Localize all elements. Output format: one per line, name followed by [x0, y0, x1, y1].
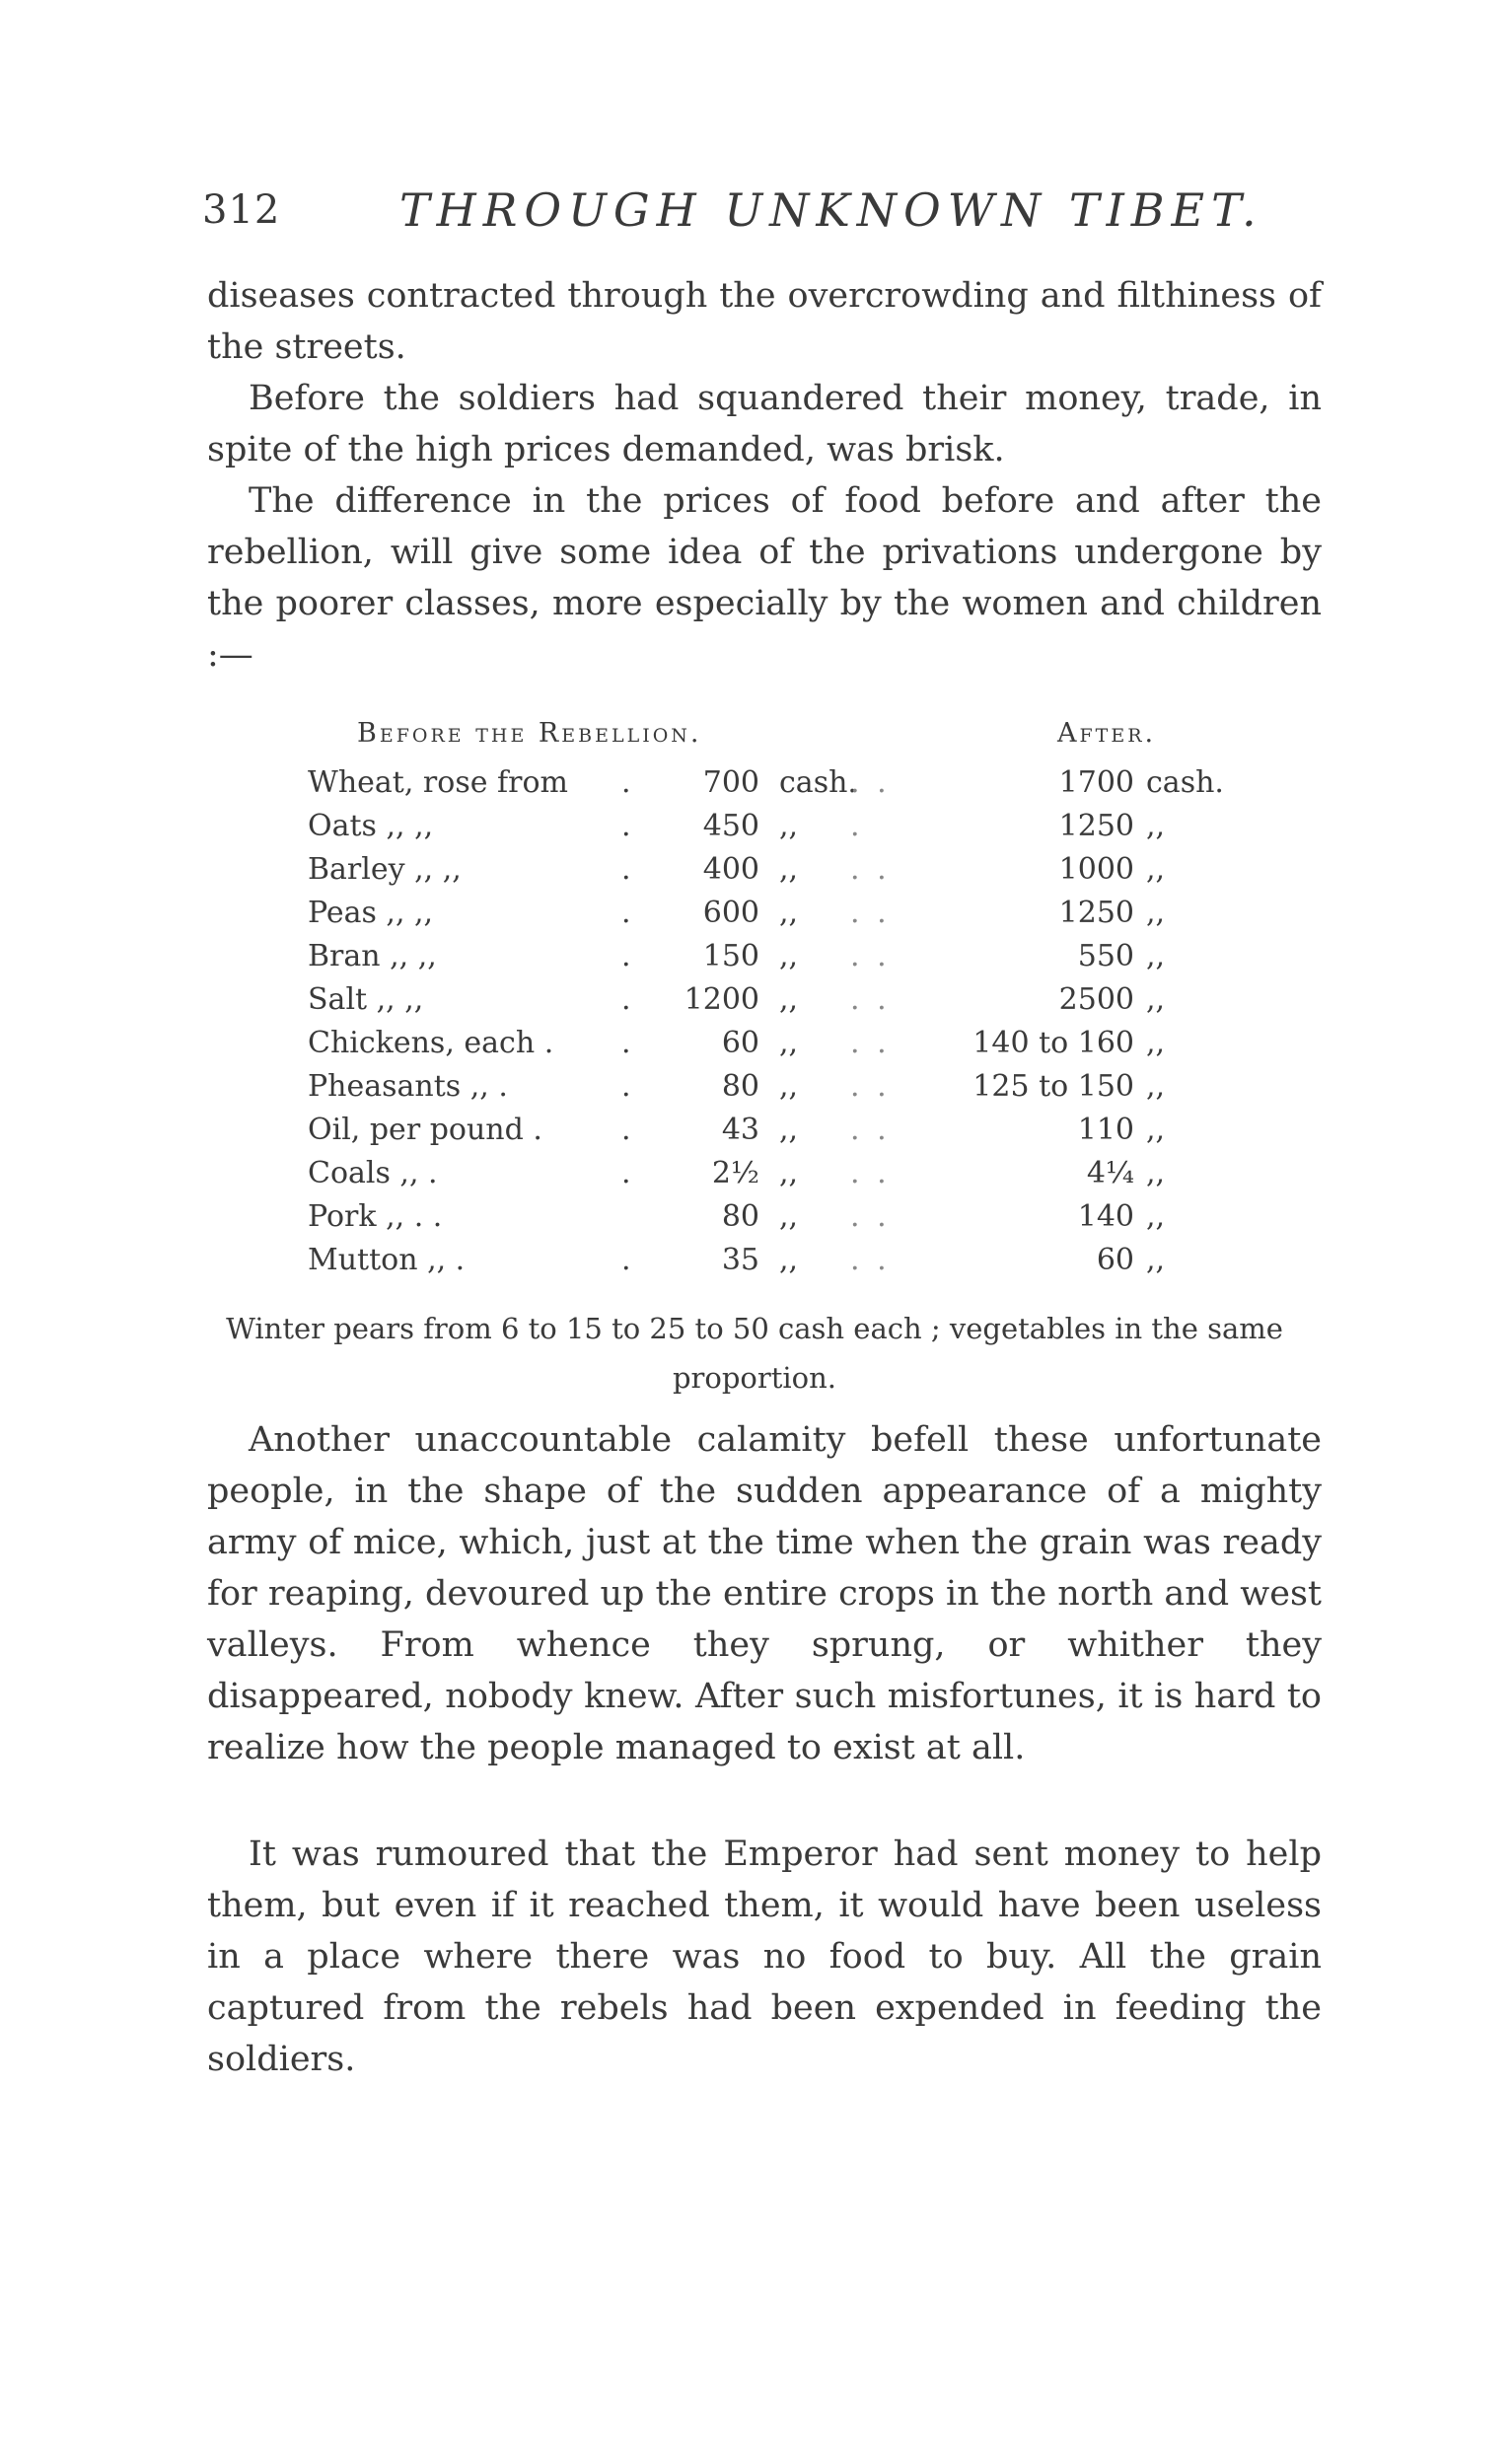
table-heading-after: After.	[1057, 718, 1157, 749]
row-dot: .	[621, 982, 631, 1017]
table-row	[0, 982, 1512, 1026]
table-row	[0, 1243, 1512, 1286]
row-before-price: 450	[702, 809, 759, 843]
row-before-price: 150	[702, 939, 759, 973]
table-row	[0, 765, 1512, 809]
row-leader: . .	[850, 1199, 891, 1234]
row-leader: . .	[850, 939, 891, 973]
row-dot: .	[621, 896, 631, 930]
row-after-unit: ,,	[1146, 896, 1166, 930]
row-after-price: 1700	[1058, 765, 1134, 800]
table-row	[0, 1069, 1512, 1113]
row-leader: . .	[850, 896, 891, 930]
row-before-unit: ,,	[779, 1069, 799, 1104]
row-after-price: 140 to 160	[972, 1026, 1134, 1060]
row-before-unit: cash.	[779, 765, 857, 800]
row-dot: .	[621, 765, 631, 800]
row-after-unit: ,,	[1146, 852, 1166, 887]
row-dot: .	[621, 852, 631, 887]
row-before-price: 80	[721, 1069, 759, 1104]
row-before-price: 80	[721, 1199, 759, 1234]
row-after-price: 2500	[1058, 982, 1134, 1017]
row-before-price: 43	[721, 1113, 759, 1147]
paragraph: diseases contracted through the overcrowding and filthiness of the streets.	[207, 276, 1322, 367]
row-item: Oil, per pound .	[308, 1113, 542, 1147]
paragraph: It was rumoured that the Emperor had sent money to help them, but even if it reached them, it would have been useless in a place where there was no food to buy. All the grain captured from the rebels had been expended in feeding the soldiers.	[207, 1835, 1322, 2079]
table-row	[0, 896, 1512, 939]
page-number: 312	[202, 187, 281, 233]
row-before-unit: ,,	[779, 1243, 799, 1277]
row-before-price: 400	[702, 852, 759, 887]
row-before-price: 700	[702, 765, 759, 800]
row-item: Wheat, rose from	[308, 765, 568, 800]
row-before-unit: ,,	[779, 1199, 799, 1234]
row-before-unit: ,,	[779, 1026, 799, 1060]
table-row	[0, 1156, 1512, 1199]
row-after-unit: ,,	[1146, 1156, 1166, 1190]
row-after-price: 125 to 150	[972, 1069, 1134, 1104]
row-after-unit: ,,	[1146, 1113, 1166, 1147]
row-before-unit: ,,	[779, 1156, 799, 1190]
row-leader: . .	[850, 765, 891, 800]
paragraph: Before the soldiers had squandered their money, trade, in spite of the high prices demanded, was brisk.	[207, 379, 1322, 469]
row-before-unit: ,,	[779, 982, 799, 1017]
row-after-unit: ,,	[1146, 1199, 1166, 1234]
paragraph: The difference in the prices of food before and after the rebellion, will give some idea of the privations undergone by the poorer classes, more especially by the women and children :—	[207, 481, 1322, 675]
row-before-unit: ,,	[779, 852, 799, 887]
row-before-price: 2½	[711, 1156, 759, 1190]
row-leader: .	[850, 809, 864, 843]
page-header	[202, 183, 1336, 247]
row-after-unit: ,,	[1146, 982, 1166, 1017]
row-item: Chickens, each .	[308, 1026, 554, 1060]
row-item: Mutton ,, .	[308, 1243, 466, 1277]
row-leader: . .	[850, 1243, 891, 1277]
table-row	[0, 1026, 1512, 1069]
row-after-price: 1250	[1058, 809, 1134, 843]
row-dot: .	[621, 809, 631, 843]
table-row	[0, 1199, 1512, 1243]
row-after-unit: ,,	[1146, 1069, 1166, 1104]
row-leader: . .	[850, 1069, 891, 1104]
row-leader: . .	[850, 1156, 891, 1190]
row-before-price: 600	[702, 896, 759, 930]
row-before-price: 60	[721, 1026, 759, 1060]
row-leader: . .	[850, 1113, 891, 1147]
row-dot: .	[621, 1026, 631, 1060]
row-item: Coals ,, .	[308, 1156, 438, 1190]
paragraph: Another unaccountable calamity befell these unfortunate people, in the shape of the sudden appearance of a mighty army of mice, which, just at the time when the grain was ready for reaping, devoured up the entire crops in the north and west valleys. From whence they sprung, or whither they disappeared, nobody knew. After such misfortunes, it is hard to realize how the people managed to exist at all.	[207, 1420, 1322, 1767]
row-after-unit: ,,	[1146, 1026, 1166, 1060]
row-after-price: 1000	[1058, 852, 1134, 887]
row-dot: .	[621, 1113, 631, 1147]
row-after-unit: ,,	[1146, 1243, 1166, 1277]
row-before-unit: ,,	[779, 896, 799, 930]
row-leader: . .	[850, 1026, 891, 1060]
row-item: Salt ,, ,,	[308, 982, 424, 1017]
row-dot: .	[621, 939, 631, 973]
table-row	[0, 939, 1512, 982]
row-dot: .	[621, 1069, 631, 1104]
table-row	[0, 1113, 1512, 1156]
row-before-unit: ,,	[779, 1113, 799, 1147]
row-before-unit: ,,	[779, 809, 799, 843]
row-leader: . .	[850, 982, 891, 1017]
row-before-unit: ,,	[779, 939, 799, 973]
row-dot: .	[621, 1243, 631, 1277]
row-dot: .	[621, 1156, 631, 1190]
row-item: Pork ,, . .	[308, 1199, 443, 1234]
row-item: Oats ,, ,,	[308, 809, 434, 843]
row-after-price: 4¼	[1086, 1156, 1134, 1190]
row-after-price: 1250	[1058, 896, 1134, 930]
row-after-unit: cash.	[1146, 765, 1224, 800]
row-item: Pheasants ,, .	[308, 1069, 508, 1104]
table-row	[0, 809, 1512, 852]
row-after-unit: ,,	[1146, 939, 1166, 973]
table-heading-before: Before the Rebellion.	[357, 718, 702, 749]
row-leader: . .	[850, 852, 891, 887]
row-item: Barley ,, ,,	[308, 852, 462, 887]
running-title: THROUGH UNKNOWN TIBET.	[399, 183, 1263, 237]
table-row	[0, 852, 1512, 896]
table-note: Winter pears from 6 to 15 to 25 to 50 cash each ; vegetables in the same proportion.	[226, 1312, 1283, 1395]
row-item: Peas ,, ,,	[308, 896, 434, 930]
row-after-price: 140	[1077, 1199, 1134, 1234]
row-after-price: 60	[1096, 1243, 1134, 1277]
row-before-price: 35	[721, 1243, 759, 1277]
row-after-price: 110	[1077, 1113, 1134, 1147]
row-item: Bran ,, ,,	[308, 939, 437, 973]
row-before-price: 1200	[684, 982, 759, 1017]
row-after-unit: ,,	[1146, 809, 1166, 843]
row-after-price: 550	[1077, 939, 1134, 973]
